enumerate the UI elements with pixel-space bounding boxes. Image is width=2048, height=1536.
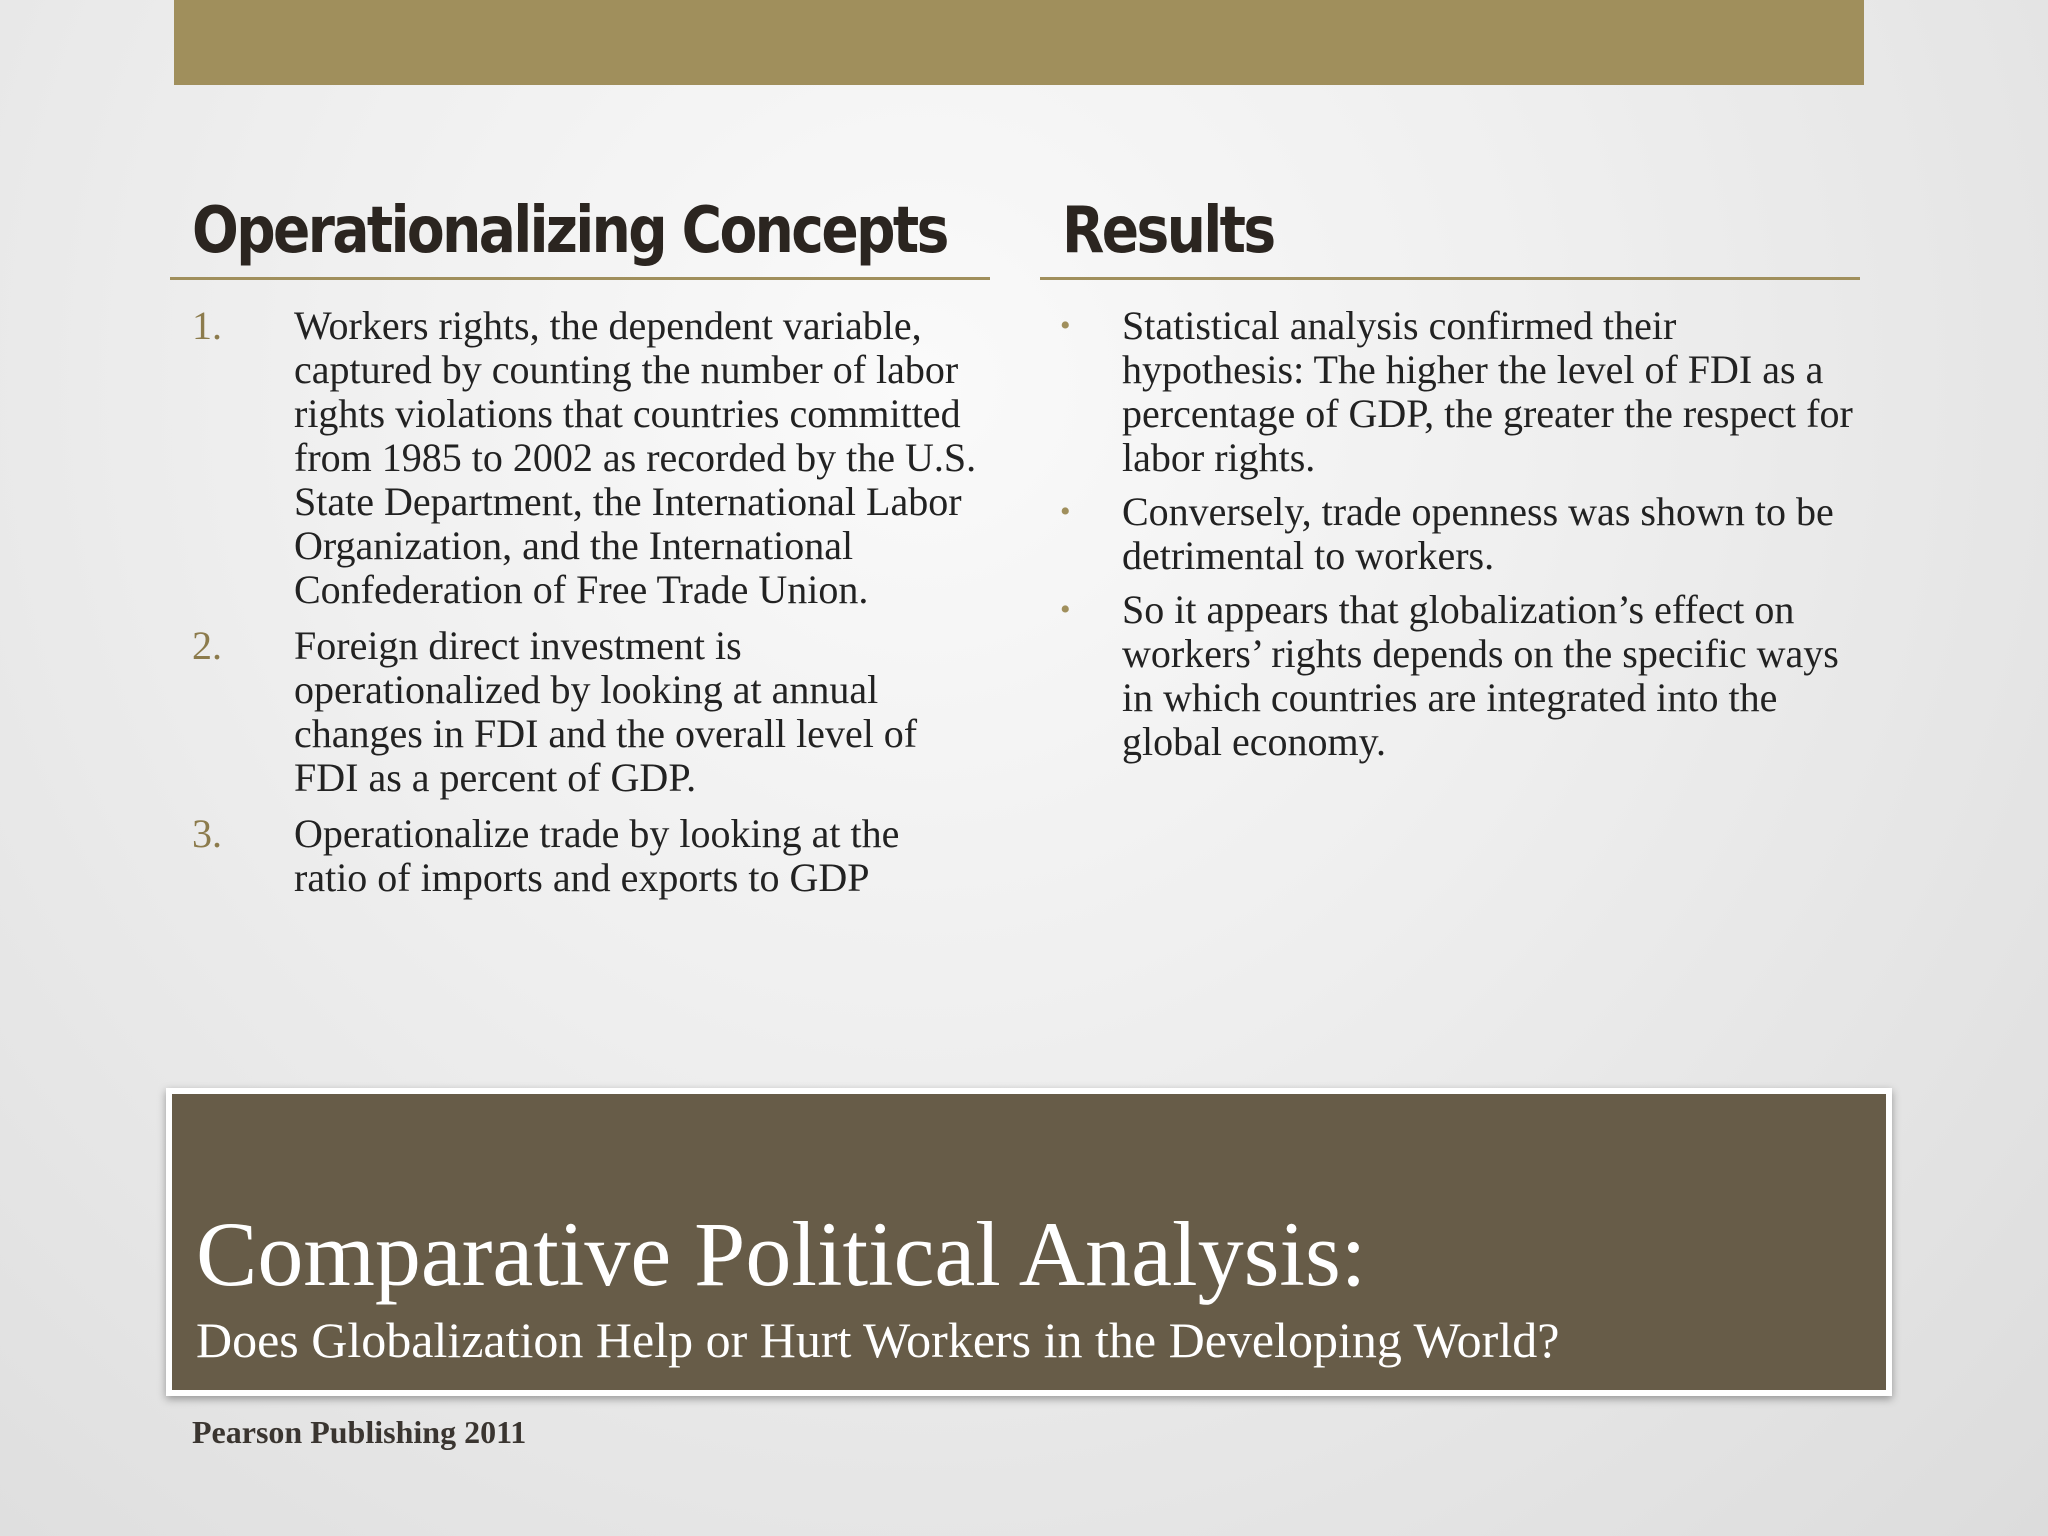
list-item-text: So it appears that globalization’s effect on workers’ rights depends on the specific ways in which countries are integrated into the global economy.: [1122, 587, 1839, 764]
right-column-heading: Results: [1062, 194, 1274, 268]
list-item-text: Conversely, trade openness was shown to be detrimental to workers.: [1122, 489, 1834, 578]
left-heading-divider: [170, 277, 990, 280]
list-item: [192, 624, 982, 800]
top-accent-bar: [174, 0, 1864, 85]
slide-subtitle: Does Globalization Help or Hurt Workers in the Developing World?: [196, 1312, 1560, 1368]
list-number: 2.: [192, 623, 222, 668]
list-item: [1060, 588, 1860, 764]
slide-title-box: [166, 1088, 1892, 1396]
bullet-icon: •: [1060, 593, 1071, 626]
list-item: [192, 812, 982, 900]
publisher-footer: Pearson Publishing 2011: [192, 1414, 527, 1450]
left-column-heading: Operationalizing Concepts: [192, 194, 947, 268]
list-item: [1060, 304, 1860, 480]
list-item: [192, 304, 982, 612]
results-list: [1060, 304, 1860, 774]
bullet-icon: •: [1060, 309, 1071, 342]
right-heading-divider: [1040, 277, 1860, 280]
list-item-text: Foreign direct investment is operationalized by looking at annual changes in FDI and the overall level of FDI as a percent of GDP.: [294, 623, 918, 800]
list-number: 1.: [192, 303, 222, 348]
list-item-text: Operationalize trade by looking at the ratio of imports and exports to GDP: [294, 811, 900, 900]
bullet-icon: •: [1060, 495, 1071, 528]
slide-title: Comparative Political Analysis:: [196, 1203, 1367, 1305]
concepts-list: [192, 304, 982, 912]
list-item: [1060, 490, 1860, 578]
list-item-text: Workers rights, the dependent variable, captured by counting the number of labor rights violations that countries committed from 1985 to 2002 as recorded by the U.S. State Department, the International Labor Organization, and the International Confederation of Free Trade Union.: [294, 303, 977, 612]
list-item-text: Statistical analysis confirmed their hypothesis: The higher the level of FDI as a percentage of GDP, the greater the respect for labor rights.: [1122, 303, 1853, 480]
list-number: 3.: [192, 811, 222, 856]
